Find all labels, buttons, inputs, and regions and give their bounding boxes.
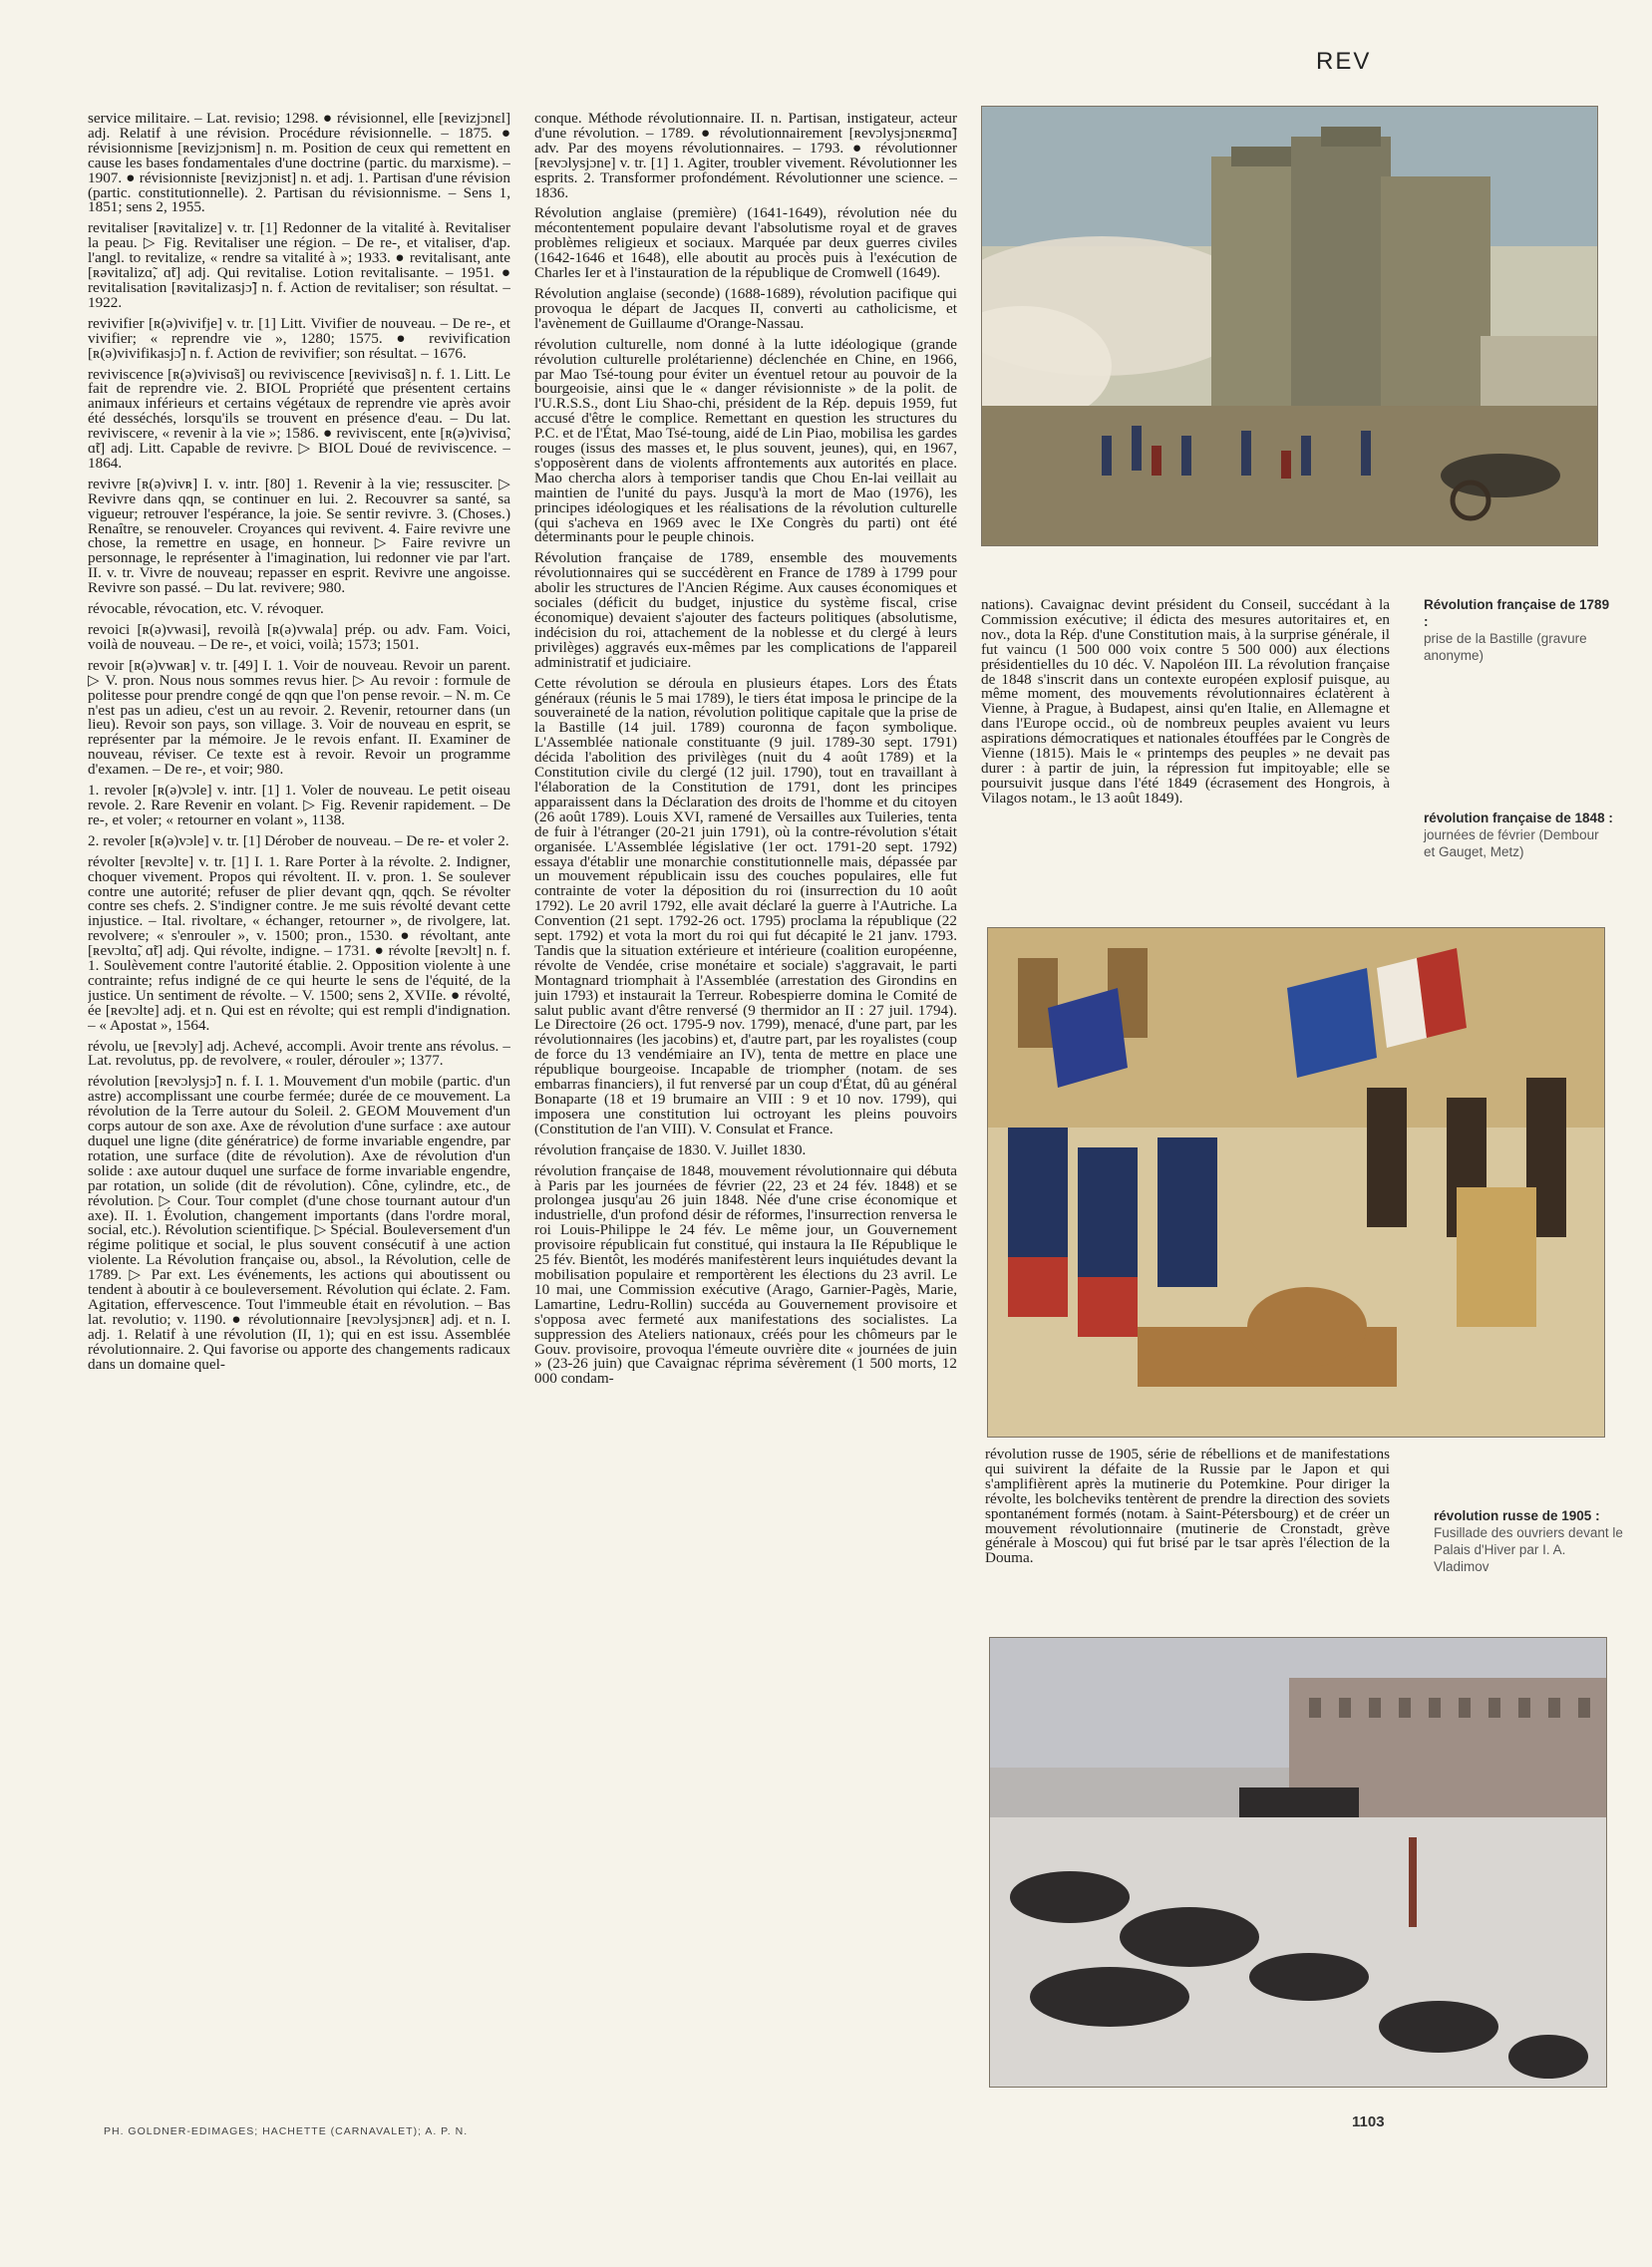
photo-credits: PH. GOLDNER-EDIMAGES; HACHETTE (CARNAVALET); A. P. N. xyxy=(104,2125,469,2137)
entry-revolu: révolu, ue [ʀevɔly] adj. Achevé, accompli. Avoir trente ans révolus. – Lat. revolutus, pp. de revolvere, « rouler, dérouler »; 1377. xyxy=(88,1037,510,1070)
caption-text: Fusillade des ouvriers devant le Palais d'Hiver par I. A. Vladimov xyxy=(1434,1525,1623,1574)
entry-revitaliser: revitaliser [ʀəvitalize] v. tr. [1] Redonner de la vitalité à. Revitaliser la peau. ▷ Fig. Revitaliser une région. – De re-, et vitaliser, d'ap. l'angl. to revitalize, « rendre sa vitalité à »; 1933. ● revitalisant, ante [ʀəvitalizɑ̃, ɑ̃t] adj. Qui revitalise. Lotion revitalisante. – 1951. ● revitalisation [ʀəvitalizasjɔ̃] n. f. Action de revitaliser; son résultat. – 1922. xyxy=(88,219,510,311)
revolution-russe-1905-illustration xyxy=(989,1637,1607,2088)
caption-title: révolution russe de 1905 : xyxy=(1434,1508,1600,1523)
column-4-russian-1905 xyxy=(985,1448,1390,1647)
entry-revoir: revoir [ʀ(ə)vwaʀ] v. tr. [49] I. 1. Voir de nouveau. Revoir un parent. ▷ V. pron. Nous nous sommes revus hier. ▷ Au revoir : formule de politesse pour prendre congé de qqn que l'on pense revoir. – N. m. Ce n'est pas un adieu, c'est un au revoir. 2. Revenir, retourner dans (un lieu). Revoir son pays, son village. 3. Voir de nouveau en esprit, se représenter par la mémoire. Je le revois enfant. II. Examiner de nouveau, réviser. Ce texte est à revoir. Revoir un programme d'examen. – De re-, et voir; 980. xyxy=(88,656,510,779)
column-3-1848-continuation xyxy=(981,598,1390,897)
entry-revivre: revivre [ʀ(ə)vivʀ] I. v. intr. [80] 1. Revenir à la vie; ressusciter. ▷ Revivre dans qqn, se continuer en lui. 2. Recouvrer sa santé, sa vigueur; retrouver l'espérance, la joie. Se sentir revivre. 3. (Choses.) Renaître, se renouveler. Croyances qui revivent. 4. Faire revivre une chose, la remettre en usage, en honneur. ▷ Faire revivre un personnage, le représenter à l'imagination, lui redonner vie par l'art. II. v. tr. Vivre de nouveau; repasser en esprit. Revivre une angoisse. Revivre son passé. – Du lat. revivere; 980. xyxy=(88,475,510,597)
entry-revoler-1: 1. revoler [ʀ(ə)vɔle] v. intr. [1] 1. Voler de nouveau. Le petit oiseau revole. 2. Rare Revenir en volant. ▷ Fig. Revenir rapidement. – De re-, et voler; « retourner en volant », 1138. xyxy=(88,782,510,828)
entry-revolution-1789: Révolution française de 1789, ensemble des mouvements révolutionnaires qui se succédèrent en France de 1789 à 1799 pour abolir les structures de l'Ancien Régime. Aux causes économiques et sociales (déficit du budget, injustice du système fiscal, crise économique) devaient s'ajouter des facteurs politiques (absolutisme, indécision du roi, attachement de la noblesse et du clergé à leurs privilèges) aggravés eux-mêmes par les complications de l'appareil administratif et judiciaire. xyxy=(534,549,957,671)
entry-revivifier: revivifier [ʀ(ə)vivifje] v. tr. [1] Litt. Vivifier de nouveau. – De re-, et vivifier; « reprendre vie », 1280; 1575. ● revivification [ʀ(ə)vivifikasjɔ̃] n. f. Action de revivifier; son résultat. – 1676. xyxy=(88,314,510,362)
entry-revolution-1830: révolution française de 1830. V. Juillet 1830. xyxy=(534,1140,807,1158)
entry-revolution-1848: révolution française de 1848, mouvement révolutionnaire qui débuta à Paris par les journées de février (22, 23 et 24 fév. 1848) et se prolongea jusqu'au 26 juin 1848. Née d'une crise économique et industrielle, d'un profond désir de réformes, l'insurrection renversa le roi Louis-Philippe le 24 fév. Le même jour, un Gouvernement provisoire républicain fut constitué, qui instaura la IIe République le 25 fév. Bientôt, les modérés manifestèrent leurs inquiétudes devant la mobilisation populaire et remportèrent les élections du 23 avril. Le 10 mai, une Commission exécutive (Arago, Garnier-Pagès, Marie, Lamartine, Ledru-Rollin) succéda au Gouvernement provisoire et s'opposa avec fermeté aux manifestations des socialistes. La suppression des Ateliers nationaux, créés pour les chômeurs par le Gouv. provisoire, provoqua l'émeute ouvrière dite « journées de juin » (23-26 juin) que Cavaignac réprima sévèrement (1 500 morts, 12 000 condam- xyxy=(534,1161,957,1388)
revolution-1848-illustration xyxy=(987,927,1605,1438)
caption-text: prise de la Bastille (gravure anonyme) xyxy=(1424,631,1587,663)
entry-revolutionnaire-cont: conque. Méthode révolutionnaire. II. n. Partisan, instigateur, acteur d'une révolution. – 1789. ● révolutionnairement [ʀevɔlysjɔnɛʀmɑ̃] adv. Par des moyens révolutionnaires. – 1793. ● révolutionner [ʀevɔlysjɔne] v. tr. [1] 1. Agiter, troubler vivement. Révolutionner les esprits. 2. Transformer profondément. Révolutionner une science. – 1836. xyxy=(534,112,957,201)
column-1 xyxy=(88,112,510,2105)
entry-revolution-russe-1905: révolution russe de 1905, série de rébellions et de manifestations qui suivirent la défaite de la Russie par le Japon et qui s'amplifièrent après la mutinerie du Potemkine. Pour diriger la révolte, les bolcheviks tentèrent de prendre la direction des soviets spontanément formés (notam. à Saint-Pétersbourg) et de créer un mouvement révolutionnaire (mutinerie de Cronstadt, grève générale à Moscou) qui fut brisé par le tsar après l'élection de la Douma. xyxy=(985,1448,1390,1567)
caption-text: journées de février (Dembour et Gauget, Metz) xyxy=(1424,827,1599,859)
caption-bastille xyxy=(1424,596,1613,664)
entry-revolution-culturelle: révolution culturelle, nom donné à la lutte idéologique (grande révolution culturelle prolétarienne) déclenchée en Chine, en 1966, par Mao Tsé-toung pour éviter un éventuel retour au pouvoir de la bourgeoisie, ainsi que le « danger révisionniste » de la polit. de l'U.R.S.S., dont Liu Shao-chi, président de la Rép. depuis 1959, fut accusé d'être le complice. Remettant en question les structures du P.C. et de l'État, Mao Tsé-toung, aidé de Lin Piao, mobilisa les gardes rouges (issus des masses et, le plus souvent, jeunes), qui, en 1967, s'opposèrent dans de violents affrontements aux autorités en place. Mao chercha alors à temporiser tandis que Chou En-lai veillait au maintien de l'unité du pays. Jusqu'à la mort de Mao (1976), les principes idéologiques et les réalisations de la révolution culturelle (qui s'acheva en 1969 avec le IXe Congrès du parti) ont été déterminants pour le peuple chinois. xyxy=(534,335,957,546)
entry-revoler-2: 2. revoler [ʀ(ə)vɔle] v. tr. [1] Dérober de nouveau. – De re- et voler 2. xyxy=(88,831,509,849)
entry-reviviscence: reviviscence [ʀ(ə)vivisɑ̃s] ou reviviscence [ʀevivisɑ̃s] n. f. 1. Litt. Le fait de reprendre vie. 2. BIOL Propriété que présentent certains animaux inférieurs et certains végétaux de reprendre vie après avoir été desséchés, lorsqu'ils se trouvent en présence d'eau. – Du lat. reviviscere, « revenir à la vie »; 1586. ● reviviscent, ente [ʀ(ə)vivisɑ̃, ɑ̃t] adj. Litt. Capable de revivre. ▷ BIOL Doué de reviviscence. – 1864. xyxy=(88,365,510,472)
entry-revolution-1789-etapes: Cette révolution se déroula en plusieurs étapes. Lors des États généraux (réunis le 5 mai 1789), le tiers état imposa le principe de la souveraineté de la nation, révolution politique capitale que la prise de la Bastille (14 juil. 1789) couronna de façon symbolique. L'Assemblée nationale constituante (9 juil. 1789-30 sept. 1791) décida l'abolition des privilèges (nuit du 4 août 1789) et la Constitution civile du clergé (12 juil. 1790), tout en travaillant à l'élaboration de la Constitution de 1791, dont les principes apparaissent dans la Déclaration des droits de l'homme et du citoyen (26 août 1789). Louis XVI, ramené de Versailles aux Tuileries, tenta de fuir à l'étranger (20-21 juin 1791), où la contre-révolution s'était organisée. L'Assemblée législative (1er oct. 1791-20 sept. 1792) essaya d'établir une monarchie constitutionnelle mais, dépassée par un mouvement républicain issu des couches populaires, elle fut contrainte de voter la déposition du roi (insurrection du 10 août 1792). Le 20 avril 1792, elle avait déclaré la guerre à l'Autriche. La Convention (21 sept. 1792-26 oct. 1795) proclama la république (22 sept. 1792) et vota la mort du roi qui fut décapité le 21 janv. 1793. Tandis que la situation extérieure et intérieure (coalition européenne, révolte de Vendée, crise monétaire et sociale) s'aggravait, le parti Montagnard triomphait à l'Assemblée (arrestation des Girondins en juin 1793) et instaurait la Terreur. Robespierre domina le Comité de salut public avant d'être renversé (9 thermidor an II : 27 juil. 1794). Le Directoire (26 oct. 1795-9 nov. 1799), menacé, d'une part, par les révolutionnaires (les jacobins) et, d'autre part, par les royalistes (coup de force du 13 vendémiaire an IV), tenta de mettre en place une république bourgeoise. Incapable de triompher (notam. de ses embarras financiers), il fut renversé par un coup d'État, dû au général Bonaparte (18 et 19 brumaire an VIII : 9 et 10 nov. 1799), qui imposera une constitution lui octroyant les pleins pouvoirs (Constitution de l'an VIII). V. Consulat et France. xyxy=(534,674,957,1137)
entry-revolution: révolution [ʀevɔlysjɔ̃] n. f. I. 1. Mouvement d'un mobile (partic. d'un astre) accomplissant une courbe fermée; durée de ce mouvement. La révolution de la Terre autour du Soleil. 2. GEOM Mouvement d'un corps autour de son axe. Axe de révolution d'une surface : axe autour duquel une ligne (dite génératrice) de forme invariable engendre, par rotation, une surface (dite de révolution). Axe de révolution d'un solide : axe autour duquel une surface de forme invariable engendre, par rotation, un solide (dit de révolution). Cône, cylindre, etc., de révolution. ▷ Cour. Tour complet (d'une chose tournant autour d'un axe). II. 1. Évolution, changement importants (dans l'ordre moral, social, etc.). Révolution scientifique. ▷ Spécial. Bouleversement d'un régime politique et social, le plus souvent consécutif à une action violente. La Révolution française ou, absol., la Révolution, celle de 1789. ▷ Par ext. Les événements, les actions qui aboutissent ou tendent à aboutir à ce bouleversement. Révolution qui éclate. 2. Fam. Agitation, effervescence. Tout l'immeuble était en révolution. – Bas lat. revolutio; v. 1190. ● révolutionnaire [ʀevɔlysjɔnɛʀ] adj. et n. I. adj. 1. Relatif à une révolution (II, 1); qui en est issu. Assemblée révolutionnaire. 2. Qui favorise ou apporte des changements radicaux dans un domaine quel- xyxy=(88,1073,510,1373)
entry-revocable: révocable, révocation, etc. V. révoquer. xyxy=(88,600,324,618)
caption-1905 xyxy=(1434,1507,1623,1575)
page-number: 1103 xyxy=(1352,2113,1385,2130)
caption-title: Révolution française de 1789 : xyxy=(1424,597,1610,629)
entry-revisionnel: service militaire. – Lat. revisio; 1298. ● révisionnel, elle [ʀevizjɔnɛl] adj. Relatif à une révision. Procédure révisionnelle. – 1875. ● révisionnisme [ʀevizjɔnism] n. m. Position de ceux qui remettent en cause les bases fondamentales d'une doctrine (partic. du marxisme). – 1907. ● révisionniste [ʀevizjɔnist] n. et adj. 1. Partisan d'une révision (partic. constitutionnelle). 2. Partisan du révisionnisme. – Sens 1, 1851; sens 2, 1955. xyxy=(88,112,510,216)
guide-word: REV xyxy=(1316,48,1372,75)
entry-revolution-1848-suite: nations). Cavaignac devint président du Conseil, succédant à la Commission exécutive; il édicta des mesures autoritaires et, en nov., dota la Rép. d'une Constitution mais, à la surprise générale, il fut vaincu (1 500 000 voix contre 5 500 000) aux élections présidentielles du 10 déc. V. Napoléon III. La révolution française de 1848 s'inscrit dans un contexte européen explosif puisque, au même moment, des mouvements révolutionnaires éclatèrent à Vienne, à Prague, à Budapest, ainsi qu'en Italie, en Allemagne et dans l'Europe occid., où de nombreux peuples avaient vu leurs aspirations démocratiques et nationales étouffées par le Congrès de Vienne (1815). Mais le « printemps des peuples » ne devait pas durer : à partir de juin, la répression fut impitoyable; elle se poursuivit jusque dans l'été 1849 (écrasement des Hongrois, à Vilagos notam., le 13 août 1849). xyxy=(981,598,1390,807)
column-2 xyxy=(534,112,957,2105)
caption-title: révolution française de 1848 : xyxy=(1424,810,1613,825)
entry-revoici: revoici [ʀ(ə)vwasi], revoilà [ʀ(ə)vwala] prép. ou adv. Fam. Voici, voilà de nouveau. – De re-, et voici, voilà; 1573; 1501. xyxy=(88,621,510,653)
entry-revolter: révolter [ʀevɔlte] v. tr. [1] I. 1. Rare Porter à la révolte. 2. Indigner, choquer vivement. Propos qui révoltent. II. v. pron. 1. Se soulever contre une autorité; refuser de plier devant qqn, qqch. Se révolter contre ses chefs. 2. S'indigner contre. Je me suis révolté devant cette injustice. – Ital. rivoltare, « échanger, retourner », de rivolgere, lat. revolvere; « s'enrouler », v. 1500; pron., 1530. ● révoltant, ante [ʀevɔltɑ̃, ɑ̃t] adj. Qui révolte, indigne. – 1731. ● révolte [ʀevɔlt] n. f. 1. Soulèvement contre l'autorité établie. 2. Opposition violente à une contrainte; refus indigné de ce qui heurte le sens de l'équité, de la justice. Un sentiment de révolte. – V. 1500; sens 2, XVIIe. ● révolté, ée [ʀevɔlte] adj. et n. Qui est en révolte; qui est rempli d'indignation. – « Apostat », 1564. xyxy=(88,852,510,1034)
entry-revolution-anglaise-2: Révolution anglaise (seconde) (1688-1689), révolution pacifique qui provoqua le départ de Jacques II, converti au catholicisme, et l'avènement de Guillaume d'Orange-Nassau. xyxy=(534,284,957,332)
caption-1848 xyxy=(1424,810,1613,860)
entry-revolution-anglaise-1: Révolution anglaise (première) (1641-1649), révolution née du mécontentement populaire devant l'absolutisme royal et de graves problèmes religieux et sociaux. Marquée par deux guerres civiles (1642-1646 et 1648), elle aboutit au procès puis à l'exécution de Charles Ier et à l'instauration de la république de Cromwell (1649). xyxy=(534,204,957,282)
bastille-illustration xyxy=(981,106,1598,546)
